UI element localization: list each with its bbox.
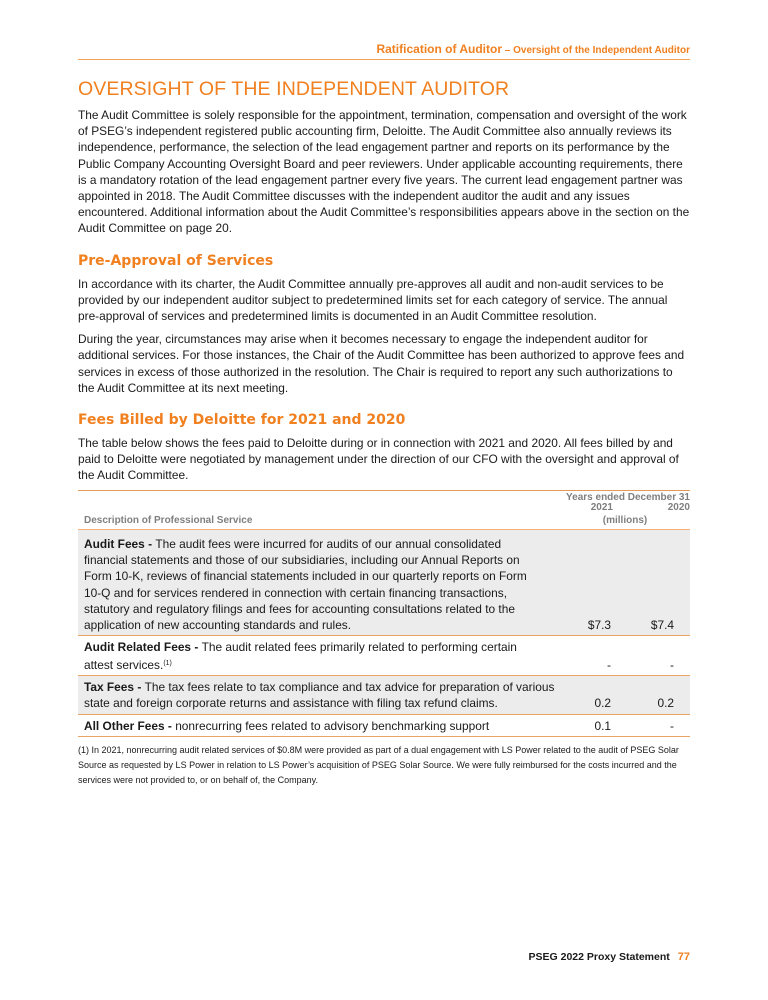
column-header-units: (millions) — [602, 514, 648, 526]
table-row-all-other-fees — [78, 714, 690, 736]
fees-heading: Fees Billed by Deloitte for 2021 and 2020 — [78, 412, 406, 429]
row-value-2020: - — [625, 636, 690, 676]
row-value-2021: - — [560, 636, 625, 676]
row-text: The tax fees relate to tax compliance and tax advice for preparation of various state and foreign corporate returns and assistance with filing tax refund claims. — [84, 680, 555, 711]
page-number: 77 — [677, 951, 690, 963]
table-row-audit-fees — [78, 530, 690, 636]
running-header-dash: – — [502, 45, 514, 56]
row-text: The audit fees were incurred for audits of our annual consolidated financial statements and those of our subsidiaries, including our Annual Reports on Form 10-K, reviews of financial statements included in our quarterly reports on Form 10-Q and for services rendered in connection with certain financing transactions, statutory and regulatory filings and fees for accounting consultations related to the application of new accounting standards and rules. — [84, 536, 527, 633]
row-label: Audit Related Fees - — [84, 640, 202, 655]
row-value-2021: 0.1 — [560, 714, 625, 736]
page-footer — [78, 951, 690, 963]
running-header — [78, 42, 690, 60]
row-value-2020: 0.2 — [625, 676, 690, 715]
row-description — [78, 714, 560, 736]
row-text: nonrecurring fees related to advisory benchmarking support — [175, 718, 490, 733]
row-label: Audit Fees - — [84, 536, 156, 551]
intro-paragraph: The Audit Committee is solely responsible for the appointment, termination, compensation and oversight of the work of PSEG’s independent registered public accounting firm, Deloitte. The Audit Committee also annually reviews its independence, performance, the selection of the lead engagement partner and reports on its performance by the Public Company Accounting Oversight Board and peer reviewers. Under applicable accounting requirements, there is a mandatory rotation of the lead engagement partner every five years. The current lead engagement partner was appointed in 2018. The Audit Committee discusses with the independent auditor the audit and any issues encountered. Additional information about the Audit Committee’s responsibilities appears above in the section on the Audit Committee on page 20. — [78, 108, 690, 236]
row-value-2020: $7.4 — [625, 530, 690, 636]
row-label: Tax Fees - — [84, 680, 145, 695]
row-description — [78, 636, 560, 676]
preapproval-heading: Pre-Approval of Services — [78, 252, 274, 269]
section-title: OVERSIGHT OF THE INDEPENDENT AUDITOR — [78, 78, 510, 100]
preapproval-paragraph-1: In accordance with its charter, the Audit Committee annually pre-approves all audit and non-audit services to be provided by our independent auditor subject to predetermined limits set for each category of service. The annual pre-approval of services and predetermined limits is documented in an Audit Committee resolution. — [78, 276, 668, 324]
running-header-subtitle: Oversight of the Independent Auditor — [513, 45, 690, 56]
column-header-description: Description of Professional Service — [84, 514, 253, 526]
table-footnote: (1) In 2021, nonrecurring audit related services of $0.8M were provided as part of a dual engagement with LS Power related to the audit of PSEG Solar Source as requested by LS Power in relation to LS Power’s acquisition of PSEG Solar Source. We were fully reimbursed for the costs incurred and the services were not provided to, or on behalf of, the Company. — [78, 744, 679, 785]
row-value-2021: 0.2 — [560, 676, 625, 715]
column-header-2020: 2020 — [667, 501, 690, 513]
running-header-title: Ratification of Auditor — [376, 42, 503, 56]
preapproval-paragraph-2: During the year, circumstances may arise when it becomes necessary to engage the independent auditor for additional services. For those instances, the Chair of the Audit Committee has been authorized to approve fees and services in excess of those authorized in the resolution. The Chair is required to report any such authorizations to the Audit Committee at its next meeting. — [78, 332, 685, 395]
footnote-marker: (1) — [163, 659, 172, 667]
row-description — [78, 676, 560, 715]
row-value-2021: $7.3 — [560, 530, 625, 636]
table-row-tax-fees — [78, 676, 690, 715]
row-text: The audit related fees primarily related to performing certain attest services. — [84, 640, 517, 672]
row-value-2020: - — [625, 714, 690, 736]
column-header-2021: 2021 — [590, 501, 613, 513]
row-description — [78, 530, 560, 636]
fees-intro-paragraph: The table below shows the fees paid to Deloitte during or in connection with 2021 and 2020. All fees billed by and paid to Deloitte were negotiated by management under the direction of our CFO with the oversight and approval of the Audit Committee. — [78, 436, 679, 483]
fees-table — [78, 490, 690, 737]
table-row-audit-related-fees — [78, 636, 690, 676]
column-header-years: Years ended December 31 — [566, 491, 690, 503]
table-header-row — [78, 491, 690, 503]
row-label: All Other Fees - — [84, 718, 176, 733]
page-content — [78, 78, 690, 788]
footer-document-title: PSEG 2022 Proxy Statement — [528, 951, 670, 963]
